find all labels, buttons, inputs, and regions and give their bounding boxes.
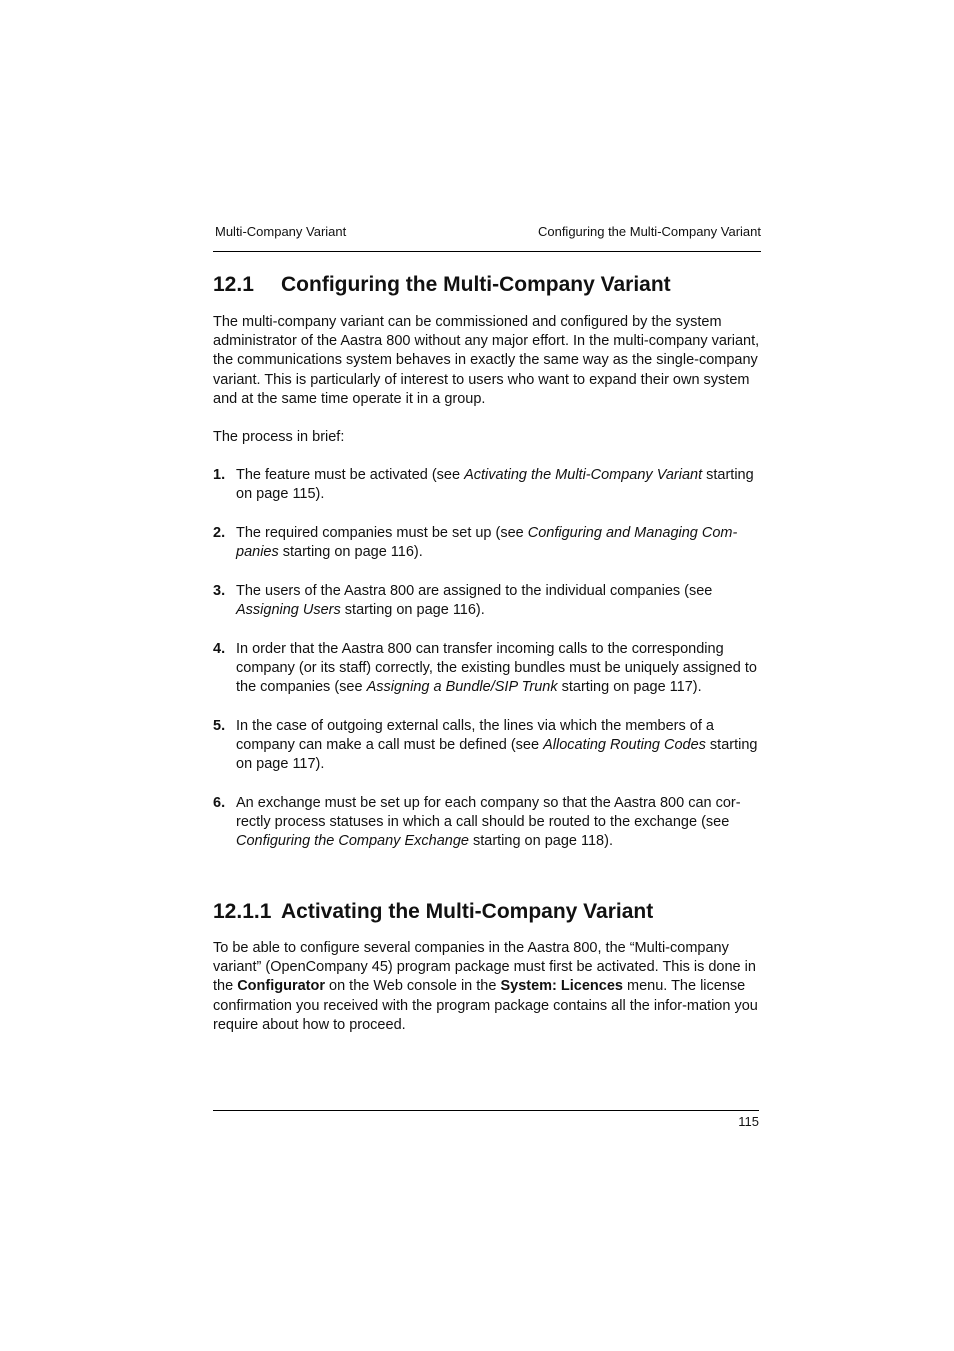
cross-reference: Activating the Multi-Company Variant — [464, 467, 703, 483]
section-title: Configuring the Multi-Company Variant — [281, 273, 671, 296]
paragraph-text: menu. The license confirmation you received with the program package contains all the infor-mation you require about how to proceed. — [213, 978, 758, 1033]
cross-reference: Assigning a Bundle/SIP Trunk — [366, 679, 558, 696]
step-text: An exchange must be set up for each company so that the Aastra 800 can cor-rectly process statuses in which a call should be routed to the exchange (see — [236, 794, 741, 831]
cross-reference: Configuring the Company Exchange — [236, 833, 469, 850]
step-text-end: starting on page 117). — [236, 737, 758, 773]
page-number: 115 — [738, 1114, 759, 1129]
step-number: 1. — [213, 467, 226, 483]
list-item — [213, 794, 761, 852]
footer-divider — [213, 1110, 759, 1111]
paragraph-text: on the Web console in the — [324, 978, 501, 995]
running-header-chapter: Multi-Company Variant — [215, 224, 347, 239]
step-text: In the case of outgoing external calls, the lines via which the members of a company can make a call must be defined (see — [236, 717, 714, 754]
step-number: 2. — [213, 524, 226, 541]
cross-reference: Allocating Routing Codes — [543, 737, 706, 754]
process-intro — [213, 428, 761, 447]
subsection-body — [213, 939, 761, 1035]
step-number: 3. — [213, 582, 226, 599]
step-text-end: starting on page 115). — [236, 467, 754, 503]
running-header-section: Configuring the Multi-Company Variant — [537, 224, 761, 239]
list-item — [213, 717, 761, 775]
step-text: In order that the Aastra 800 can transfer incoming calls to the corresponding company (or its staff) correctly, the existing bundles must be uniquely assigned to the companies (see — [236, 640, 757, 696]
list-item — [213, 640, 761, 698]
intro-paragraph: The multi-company variant can be commissioned and configured by the system administrator of the Aastra 800 without any major effort. In the multi-company variant, the communications system behaves in exactly the same way as the single-company variant. This is particularly of interest to users who want to expand their own system and at the same time operate it in a group. — [213, 314, 760, 407]
step-text-end: starting on page 116). — [340, 602, 485, 619]
step-number: 6. — [213, 794, 226, 811]
step-text: The users of the Aastra 800 are assigned to the individual companies (see — [236, 582, 713, 599]
process-label: The process in brief: — [213, 429, 345, 445]
subsection-title: Activating the Multi-Company Variant — [281, 900, 654, 923]
paragraph-text: To be able to configure several companies in the Aastra 800, the “Multi-company variant” (OpenCompany 45) program package must first be activated. This is done in the — [213, 940, 756, 995]
section-heading — [213, 270, 671, 300]
ui-term-configurator: Configurator — [237, 978, 325, 995]
section-intro — [213, 313, 761, 409]
list-item — [213, 466, 761, 504]
section-number: 12.1 — [213, 273, 254, 296]
step-text: The feature must be activated (see — [236, 467, 465, 483]
cross-reference: Assigning Users — [236, 602, 341, 619]
step-text: The required companies must be set up (see — [236, 524, 528, 541]
step-number: 4. — [213, 640, 226, 657]
step-text-end: starting on page 116). — [278, 544, 423, 561]
subsection-heading — [213, 897, 653, 927]
step-text-end: starting on page 117). — [557, 679, 702, 696]
list-item — [213, 582, 761, 620]
ui-term-menu: System: Licences — [500, 978, 623, 995]
header-divider — [213, 251, 761, 252]
list-item — [213, 524, 761, 562]
step-number: 5. — [213, 717, 226, 734]
subsection-paragraph — [213, 939, 761, 1035]
process-steps-list — [213, 466, 761, 871]
subsection-number: 12.1.1 — [213, 900, 272, 923]
step-text-end: starting on page 118). — [468, 833, 613, 850]
cross-reference: Configuring and Managing Com-panies — [236, 524, 738, 561]
